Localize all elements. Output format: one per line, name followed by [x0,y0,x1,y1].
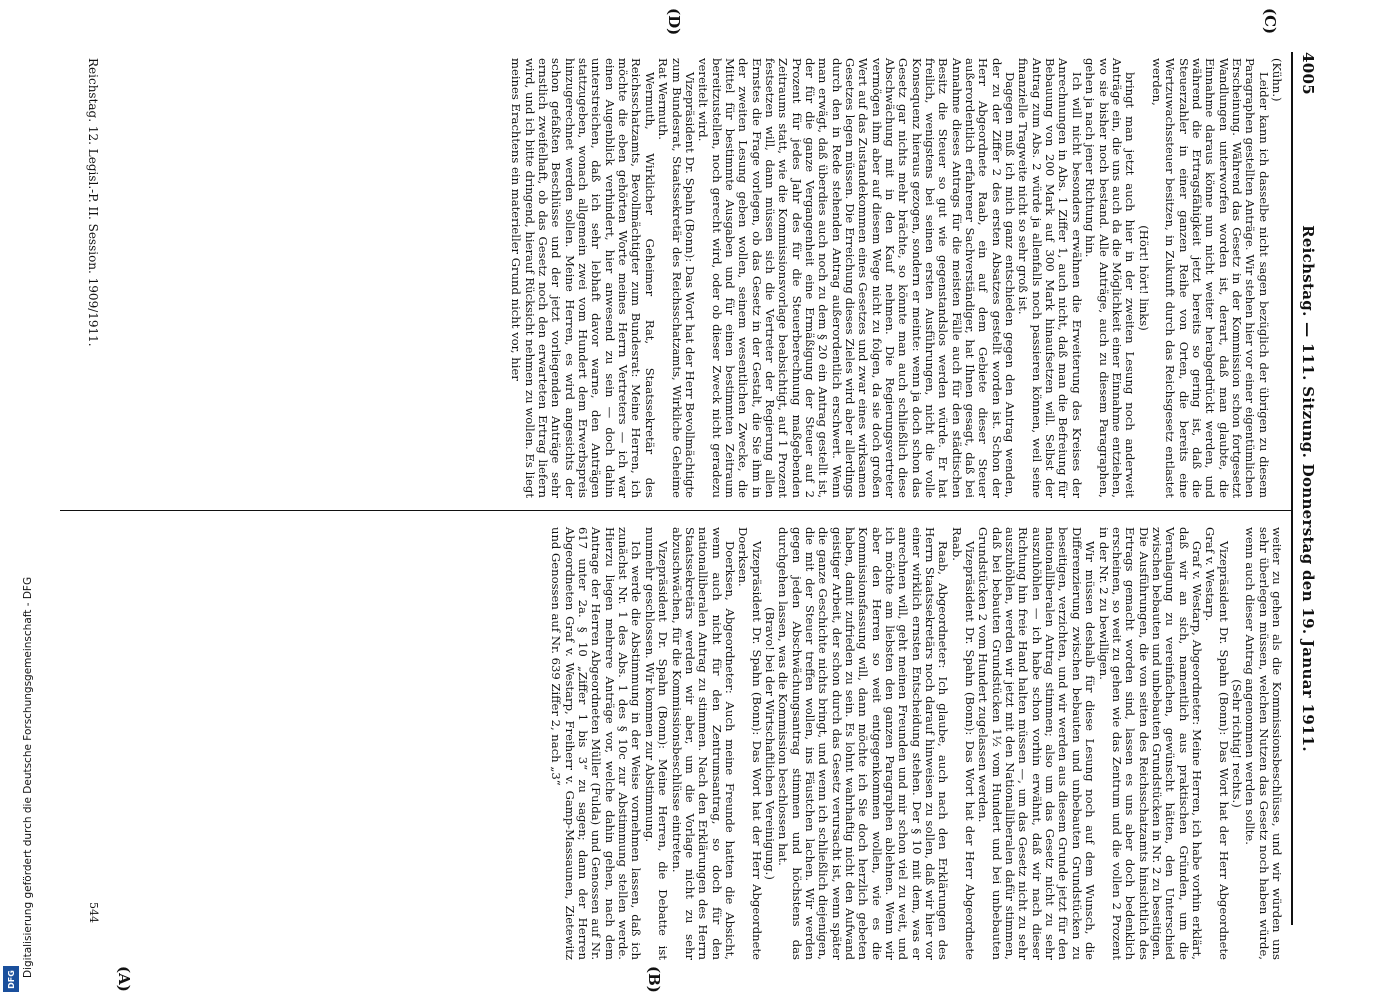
left-text-column [509,58,1283,498]
digitization-credit: Digitalisierung gefördert durch die Deutsche Forschungsgemeinschaft - DFG [22,576,34,978]
interjection: (Sehr richtig! rechts.) [1229,679,1244,808]
paragraph: Dagegen muß ich mich ganz entschieden gegen den Antrag wenden, der zu der Ziffer 2 des ersten Absatzes gestellt worden ist. Schon der Herr Abgeordnete Raab, ein auf dem Gebiete dieser Steuer außerordentlich erfahrener Sachverständiger, hat Ihnen gesagt, daß bei Annahme dieses Antrags für die meisten Fälle auch für den städtischen Besitz die Steuer so gut wie gegenstandslos werden würde. Er hat freilich, wenigstens bei seinen ersten Ausführungen, nicht die volle Konsequenz hieraus gezogen, sondern er meinte: wenn ja doch schon das Gesetz gar nichts mehr brächte, so könnte man auch schließlich diese Abschwächung mit in den Kauf nehmen. Die Regierungsvertreter vermögen ihm aber auf diesem Wege nicht zu folgen, da sie doch großen Wert auf das Zustandekommen eines Gesetzes und zwar eines wirksamen Gesetzes legen müssen. Die Erreichung dieses Zieles wird aber allerdings durch den in Rede stehenden Antrag außerordentlich erschwert. Wenn man erwägt, daß überdies auch noch zu dem § 20 ein Antrag gestellt ist, der für die ganze Vergangenheit eine Ermäßigung der Steuer auf 2 Prozent für jedes Jahr des für die Steuerberechnung maßgebenden Zeitraums statt, wie die Kommissionsvorlage beabsichtigt, auf 1 Prozent festsetzen will, dann müssen sich die Vertreter der Regierung allen Ernstes die Frage vorlegen, ob das Gesetz in der Gestalt, die Sie ihm in der zweiten Lesung geben wollen, seinem wesentlichen Zwecke, die Mittel für bestimmte Ausgaben und für einen bestimmten Zeitraum bereitzustellen, noch gerecht wird, oder ob dieser Zweck nicht geradezu vereitelt wird. [696,58,1018,498]
margin-letter-d: (D) [665,8,683,36]
margin-letter-c: (C) [1261,8,1279,35]
page-header [1293,52,1317,925]
paragraph: bringt man jetzt auch hier in der zweiten Lesung noch anderweit Anträge ein, die uns auch da die Möglichkeit einer Einnahme entziehen, wo sie bisher noch bestand. Alle Anträge, auch zu diesem Paragraphen, gehen ja nach jener Richtung hin. [1083,58,1138,498]
dfg-logo-text: DFG [6,969,16,989]
paragraph: Doerksen, Abgeordneter: Auch meine Freunde hatten die Absicht, wenn auch nicht für den Zentrumsantrag, so doch für den nationalliberalen Antrag zu stimmen. Nach den Erklärungen des Herrn Staatssekretärs werden wir aber, um die Vorlage nicht zu sehr abzuschwächen, für die Kommissionsbeschlüsse eintreten. [669,527,737,960]
paragraph: Vizepräsident Dr. Spahn (Bonn): Das Wort hat der Herr Bevollmächtigte zum Bundesrat, Staatssekretär des Reichsschatzamts, Wirkliche Geheime Rat Wermuth. [656,58,697,498]
paragraph: Vizepräsident Dr. Spahn (Bonn): Das Wort hat der Herr Abgeordnete Doerksen. [736,527,764,960]
right-text-column [549,527,1283,960]
interjection: (Bravo! bei der Wirtschaftlichen Vereinigung.) [762,607,777,880]
paragraph: Wermuth, Wirklicher Geheimer Rat, Staatssekretär des Reichsschatzamts, Bevollmächtigter zum Bundesrat: Meine Herren, ich möchte die eben gehörten Worte meines Herrn Vertreters — ich war einen Augenblick verhindert, hier anwesend zu sein — doch dahin unterstreichen, daß ich sehr lebhaft davor warne, den Anträgen stattzugeben, wonach allgemein zwei vom Hundert dem Erwerbspreis hinzugerechnet werden sollen. Meine Herren, es wird angesichts der schon gefaßten Beschlüsse und der jetzt vorliegenden Anträge sehr ernstlich zweifelhaft, ob das Gesetz noch den erwarteten Ertrag liefern wird, und ich bitte dringend, hierauf Rücksicht nehmen zu wollen. Es liegt meines Erachtens ein materieller Grund nicht vor, hier [509,58,657,498]
page-header-title: Reichstag. — 111. Sitzung. Donnerstag den 19. Januar 1911. [1299,225,1317,752]
paragraph: Vizepräsident Dr. Spahn (Bonn): Das Wort hat der Herr Abgeordnete Graf v. Westarp. [1203,527,1231,960]
digitization-sidebar [0,0,34,1000]
paragraph: Ich will nicht besonders erwähnen die Erweiterung des Kreises der Anrechnungen in Abs. 1 Ziffer 1, auch nicht, daß man die Befreiung für Bebauung von 200 Mark auf 300 Mark hinaufsetzen will. Selbst der Antrag zum Abs. 2 würde ja allenfalls noch passieren können, weil seine finanzielle Tragweite nicht so sehr groß ist. [1016,58,1084,498]
paragraph: Leider kann ich dasselbe nicht sagen bezüglich der übrigen zu diesem Paragraphen gestellten Anträge. Wir stehen hier vor einer eigentümlichen Erscheinung. Während das Gesetz in der Kommission schon fortgesetzt Wandlungen unterworfen worden ist, derart, daß man glaubte, die Einnahme daraus könne nun nicht weiter herabgedrückt werden, und während die Ertragsfähigkeit jetzt bereits so gering ist, daß die Steuerzahler in einer ganzen Reihe von Orten, die bereits eine Wertzuwachssteuer besitzen, in Zukunft durch das Reichsgesetz entlastet werden, [1149,58,1271,498]
speaker-label: (Kühn.) [1270,58,1284,102]
paragraph: Graf v. Westarp, Abgeordneter: Meine Herren, ich habe vorhin erklärt, daß wir an sich, namentlich aus praktischen Gründen, um die Veranlagung zu vereinfachen, gewünscht hätten, den Unterschied zwischen bebauten und unbebauten Grundstücken in Nr. 2 zu beseitigen. Die Ausführungen, die von seiten des Reichsschatzamts hinsichtlich des Ertrags gemacht worden sind, lassen es uns aber doch bedenklich erscheinen, so weit zu gehen wie das Zentrum und die vollen 2 Prozent in der Nr. 2 zu bewilligen. [1096,527,1204,960]
page-footer-number: 544 [87,902,100,923]
page-footer-source: Reichstag. 12. Legisl.-P. II. Session. 1909/1911. [86,58,100,347]
dfg-logo-icon [3,966,19,992]
paragraph: weiter zu gehen als die Kommissionsbeschlüsse, und wir würden uns sehr überlegen müssen, welchen Nutzen das Gesetz noch haben würde, wenn auch dieser Antrag angenommen werden sollte. [1243,527,1284,960]
paragraph: Vizepräsident Dr. Spahn (Bonn): Das Wort hat der Herr Abgeordnete Raab. [949,527,978,960]
paragraph: Raab, Abgeordneter: Ich glaube, auch nach den Erklärungen des Herrn Staatssekretärs noch darauf hinweisen zu sollen, daß wir hier vor einer wirklich ernsten Entscheidung stehen. Der § 10 mit dem, was er anrechnen will, geht meinen Freunden und mir schon viel zu weit, und ich möchte am liebsten den ganzen Paragraphen ablehnen. Wenn wir aber den Herren so weit entgegenkommen wollen, wie es die Kommissionsfassung will, dann möchte ich Sie doch herzlich gebeten haben, damit zufrieden zu sein. Es lohnt wahrhaftig nicht den Aufwand geistiger Arbeit, der schon durch das Gesetz verursacht ist, wenn später die ganze Geschichte nichts bringt, und wenn ich schließlich diejenigen, die mit der Steuer treffen wollen, ins Fäustchen lachen. Wir werden gegen jeden Abschwächungsantrag stimmen und höchstens das durchgehen lassen, was die Kommission beschlossen hat. [776,527,951,960]
paragraph: Ich werde die Abstimmung in der Weise vornehmen lassen, daß ich zunächst Nr. 1 des Abs. 1 des § 10c zur Abstimmung stellen werde. Hierzu liegen mehrere Anträge vor, welche dahin gehen, nach dem Antrage der Herren Abgeordneten Müller (Fulda) und Genossen auf Nr. 617 unter 2a. § 10 „Ziffer 1 bis 3“ zu sagen; dann der Herren Abgeordneten Graf v. Westarp, Freiherr v. Gamp-Massaunen, Zietewitz und Genossen auf Nr. 639 Ziffer 2, nach „3“ [549,527,644,960]
margin-letter-b: (B) [645,966,663,993]
paragraph: Vizepräsident Dr. Spahn (Bonn): Meine Herren, die Debatte ist nunmehr geschlossen. Wir kommen zur Abstimmung. [642,527,671,960]
interjection: (Hört! hört! links) [1136,225,1151,331]
paragraph: Wir müssen deshalb für diese Lesung noch auf dem Wunsch, die Differenzierung zwischen bebauten und unbebauten Grundstücken zu beseitigen, verzichten, und wir werden aus diesem Grunde jetzt für den nationalliberalen Antrag stimmen; also um das Gesetz nicht zu sehr auszuhöhlen — ich habe schon vorhin erwähnt, daß wir nach dieser Richtung hin freie Hand halten müssen —, um das Gesetz nicht zu sehr auszuhöhlen, werden wir jetzt mit den Nationalliberalen dafür stimmen, daß bei bebauten Grundstücken 1½ vom Hundert und bei unbebauten Grundstücken 2 vom Hundert zugelassen werden. [976,527,1098,960]
margin-letter-a: (A) [115,966,133,992]
header-rule [1291,52,1293,925]
page-number: 4005 [1299,52,1317,95]
column-divider [60,510,1291,511]
